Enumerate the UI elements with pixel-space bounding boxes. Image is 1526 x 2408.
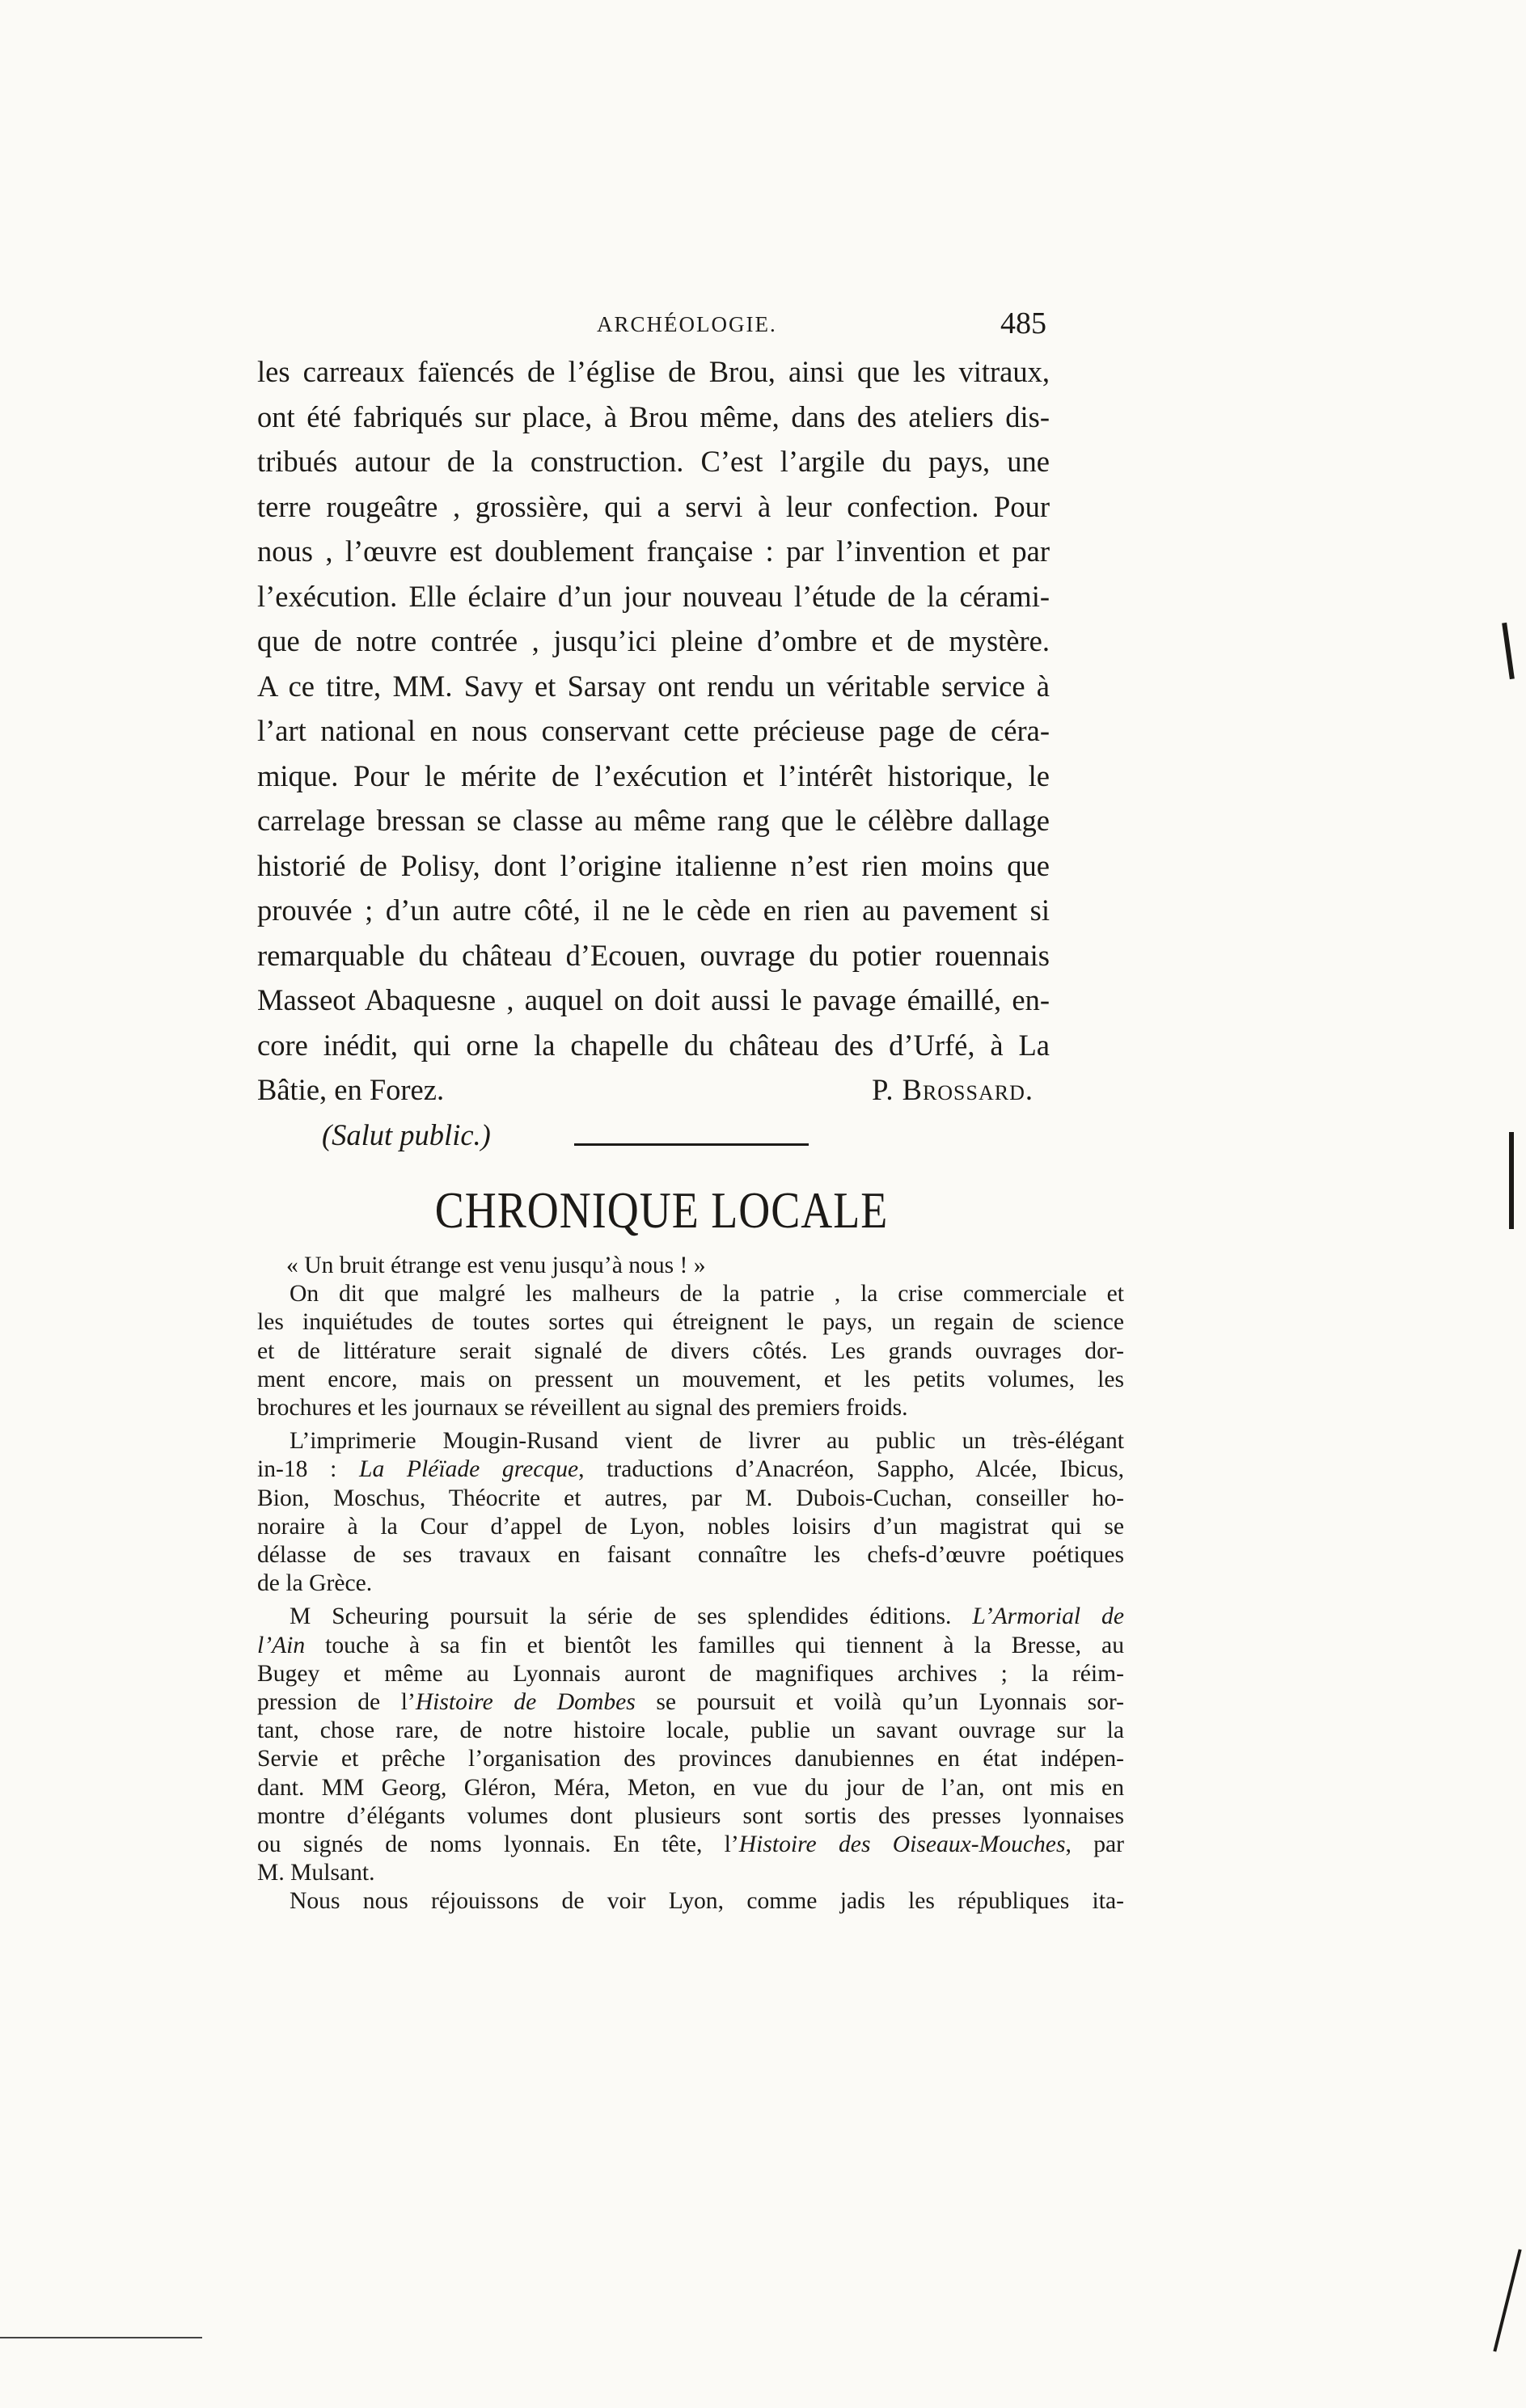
article-line: A ce titre, MM. Savy et Sarsay ont rendu un véritable service à	[257, 669, 1050, 703]
chronique-line: Bugey et même au Lyonnais auront de magnifiques archives ; la réim-	[257, 1660, 1124, 1687]
article-line: prouvée ; d’un autre côté, il ne le cède en rien au pavement si	[257, 893, 1050, 927]
text-run: se poursuit et voilà qu’un Lyonnais sor-	[635, 1689, 1125, 1716]
book-title: Histoire des Oiseaux-Mouches	[738, 1831, 1066, 1858]
chronique-line: On dit que malgré les malheurs de la patrie , la crise commerciale et	[290, 1281, 1124, 1308]
article-body	[257, 349, 1050, 1157]
book-title: L’Armorial de	[972, 1603, 1124, 1630]
article-line: terre rougeâtre , grossière, qui a servi à leur confection. Pour	[257, 489, 1050, 523]
article-line: tribués autour de la construction. C’est l’argile du pays, une	[257, 445, 1050, 478]
chronique-line: brochures et les journaux se réveillent au signal des premiers froids.	[257, 1395, 908, 1422]
article-last-line-text: Bâtie, en Forez.	[257, 1073, 445, 1106]
running-head	[257, 306, 1066, 346]
chronique-line: Nous nous réjouissons de voir Lyon, comme jadis les républiques ita-	[290, 1888, 1124, 1915]
article-line: nous , l’œuvre est doublement française : par l’invention et par	[257, 534, 1050, 568]
margin-mark	[1502, 623, 1515, 679]
section-divider	[574, 1143, 809, 1146]
book-title: Histoire de Dombes	[415, 1689, 636, 1716]
chronique-body	[257, 1252, 1124, 1916]
chronique-line: tant, chose rare, de notre histoire locale, publie un savant ouvrage sur la	[257, 1717, 1124, 1744]
page-number: 485	[1000, 306, 1046, 340]
author-signature	[872, 1067, 1034, 1113]
chronique-line	[257, 1688, 1124, 1717]
chronique-line: Bion, Moschus, Théocrite et autres, par M. Dubois-Cuchan, conseiller ho-	[257, 1485, 1124, 1511]
source-citation: (Salut public.)	[322, 1117, 491, 1151]
book-title: l’Ain	[257, 1632, 306, 1658]
chronique-line: Servie et prêche l’organisation des provinces danubiennes en état indépen-	[257, 1746, 1124, 1772]
article-line: l’exécution. Elle éclaire d’un jour nouveau l’étude de la cérami-	[257, 579, 1050, 613]
epigraph: « Un bruit étrange est venu jusqu’à nous ! »	[286, 1253, 706, 1278]
chronique-line: de la Grèce.	[257, 1570, 373, 1597]
article-line: ont été fabriqués sur place, à Brou même, dans des ateliers dis-	[257, 399, 1050, 433]
text-run: M Scheuring poursuit la série de ses splendides éditions.	[290, 1603, 973, 1630]
chronique-line: noraire à la Cour d’appel de Lyon, nobles loisirs d’un magistrat qui se	[257, 1513, 1124, 1540]
text-run: pression de l’	[257, 1689, 416, 1716]
article-line: les carreaux faïencés de l’église de Brou, ainsi que les vitraux,	[257, 355, 1050, 388]
running-head-title: ARCHÉOLOGIE.	[597, 312, 777, 336]
chronique-line: M. Mulsant.	[257, 1860, 375, 1886]
chronique-line	[257, 1603, 1124, 1631]
article-line: l’art national en nous conservant cette précieuse page de céra-	[257, 714, 1050, 747]
text-run: touche à sa fin et bientôt les familles qui tiennent à la Bresse, au	[305, 1632, 1124, 1658]
margin-mark	[1493, 2249, 1521, 2351]
article-line: historié de Polisy, dont l’origine italienne n’est rien moins que	[257, 848, 1050, 882]
margin-mark	[1509, 1132, 1514, 1229]
text-run: , traductions d’Anacréon, Sappho, Alcée, Ibicus,	[578, 1456, 1124, 1483]
text-run: , par	[1065, 1831, 1124, 1858]
chronique-line: L’imprimerie Mougin-Rusand vient de livrer au public un très-élégant	[290, 1428, 1124, 1455]
article-line: mique. Pour le mérite de l’exécution et l’intérêt historique, le	[257, 758, 1050, 792]
article-line: Masseot Abaquesne , auquel on doit aussi le pavage émaillé, en-	[257, 983, 1050, 1016]
chronique-line: délasse de ses travaux en faisant connaître les chefs-d’œuvre poétiques	[257, 1542, 1124, 1569]
chronique-line	[257, 1831, 1124, 1859]
chronique-line	[257, 1455, 1124, 1484]
signature-initial: P. B	[872, 1073, 923, 1106]
chronique-line: les inquiétudes de toutes sortes qui étreignent le pays, un regain de science	[257, 1309, 1124, 1336]
scan-edge-line	[0, 2337, 202, 2338]
chronique-line: ment encore, mais on pressent un mouvement, et les petits volumes, les	[257, 1366, 1124, 1392]
signature-rest: rossard.	[922, 1073, 1034, 1106]
book-title: La Pléïade grecque	[358, 1456, 579, 1483]
chronique-line: dant. MM Georg, Gléron, Méra, Meton, en vue du jour de l’an, ont mis en	[257, 1774, 1124, 1801]
article-line: carrelage bressan se classe au même rang que le célèbre dallage	[257, 804, 1050, 837]
chronique-line: montre d’élégants volumes dont plusieurs sont sortis des presses lyonnaises	[257, 1802, 1124, 1829]
chronique-line: et de littérature serait signalé de divers côtés. Les grands ouvrages dor-	[257, 1337, 1124, 1364]
text-run: ou signés de noms lyonnais. En tête, l’	[257, 1831, 739, 1858]
article-line: core inédit, qui orne la chapelle du château des d’Urfé, à La	[257, 1028, 1050, 1062]
article-line: remarquable du château d’Ecouen, ouvrage du potier rouennais	[257, 938, 1050, 972]
section-title: CHRONIQUE LOCALE	[434, 1181, 889, 1239]
article-line: que de notre contrée , jusqu’ici pleine d’ombre et de mystère.	[257, 624, 1050, 657]
article-last-line	[257, 1067, 1050, 1113]
text-run: in-18 :	[257, 1456, 359, 1483]
chronique-line	[257, 1632, 1124, 1660]
